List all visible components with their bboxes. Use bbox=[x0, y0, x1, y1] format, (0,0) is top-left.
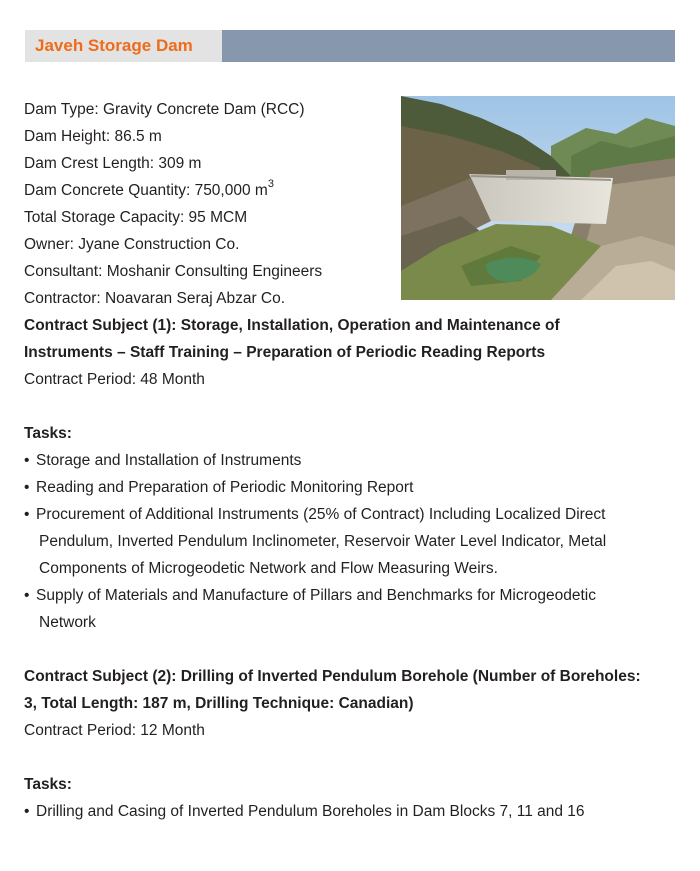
concrete-quantity-text: Dam Concrete Quantity: 750,000 m bbox=[24, 182, 268, 199]
list-item bbox=[24, 582, 680, 636]
contract2-subject-line1: Contract Subject (2): Drilling of Inverted Pendulum Borehole (Number of Boreholes: bbox=[24, 668, 641, 685]
contract1-period: Contract Period: 48 Month bbox=[24, 371, 205, 388]
contract2-period: Contract Period: 12 Month bbox=[24, 722, 205, 739]
contract2-subject-line2: 3, Total Length: 187 m, Drilling Technique: Canadian) bbox=[24, 695, 414, 712]
concrete-quantity bbox=[24, 177, 680, 204]
contract1-tasks-heading: Tasks: bbox=[24, 425, 72, 442]
bullet-icon: • bbox=[24, 587, 30, 604]
dam-type: Dam Type: Gravity Concrete Dam (RCC) bbox=[24, 101, 305, 118]
task-text: Storage and Installation of Instruments bbox=[36, 452, 302, 469]
list-item bbox=[24, 798, 680, 825]
bullet-icon: • bbox=[24, 506, 30, 523]
task-text: Reading and Preparation of Periodic Monitoring Report bbox=[36, 479, 414, 496]
task-text-continued: Pendulum, Inverted Pendulum Inclinometer, Reservoir Water Level Indicator, Metal bbox=[39, 533, 607, 550]
task-text: Drilling and Casing of Inverted Pendulum Boreholes in Dam Blocks 7, 11 and 16 bbox=[36, 803, 585, 820]
contractor: Contractor: Noavaran Seraj Abzar Co. bbox=[24, 290, 286, 307]
section-title-box bbox=[25, 30, 222, 62]
crest-length: Dam Crest Length: 309 m bbox=[24, 155, 202, 172]
task-text: Procurement of Additional Instruments (25% of Contract) Including Localized Direct bbox=[36, 506, 606, 523]
contract1-task-list bbox=[24, 447, 680, 636]
task-text: Supply of Materials and Manufacture of Pillars and Benchmarks for Microgeodetic bbox=[36, 587, 596, 604]
contract2-tasks-heading: Tasks: bbox=[24, 776, 72, 793]
contract1-subject-line2: Instruments – Staff Training – Preparation of Periodic Reading Reports bbox=[24, 344, 546, 361]
bullet-icon: • bbox=[24, 803, 30, 820]
list-item bbox=[24, 447, 680, 474]
project-details bbox=[24, 96, 680, 825]
dam-height: Dam Height: 86.5 m bbox=[24, 128, 162, 145]
concrete-unit-superscript: 3 bbox=[267, 177, 274, 190]
list-item bbox=[24, 474, 680, 501]
bullet-icon: • bbox=[24, 479, 30, 496]
section-header-bar bbox=[25, 30, 675, 62]
contract2-task-list bbox=[24, 798, 680, 825]
owner: Owner: Jyane Construction Co. bbox=[24, 236, 240, 253]
section-title: Javeh Storage Dam bbox=[35, 36, 193, 55]
storage-capacity: Total Storage Capacity: 95 MCM bbox=[24, 209, 248, 226]
bullet-icon: • bbox=[24, 452, 30, 469]
task-text-continued: Components of Microgeodetic Network and Flow Measuring Weirs. bbox=[39, 560, 498, 577]
consultant: Consultant: Moshanir Consulting Engineers bbox=[24, 263, 323, 280]
task-text-continued: Network bbox=[39, 614, 96, 631]
list-item bbox=[24, 501, 680, 582]
contract1-subject-line1: Contract Subject (1): Storage, Installation, Operation and Maintenance of bbox=[24, 317, 560, 334]
